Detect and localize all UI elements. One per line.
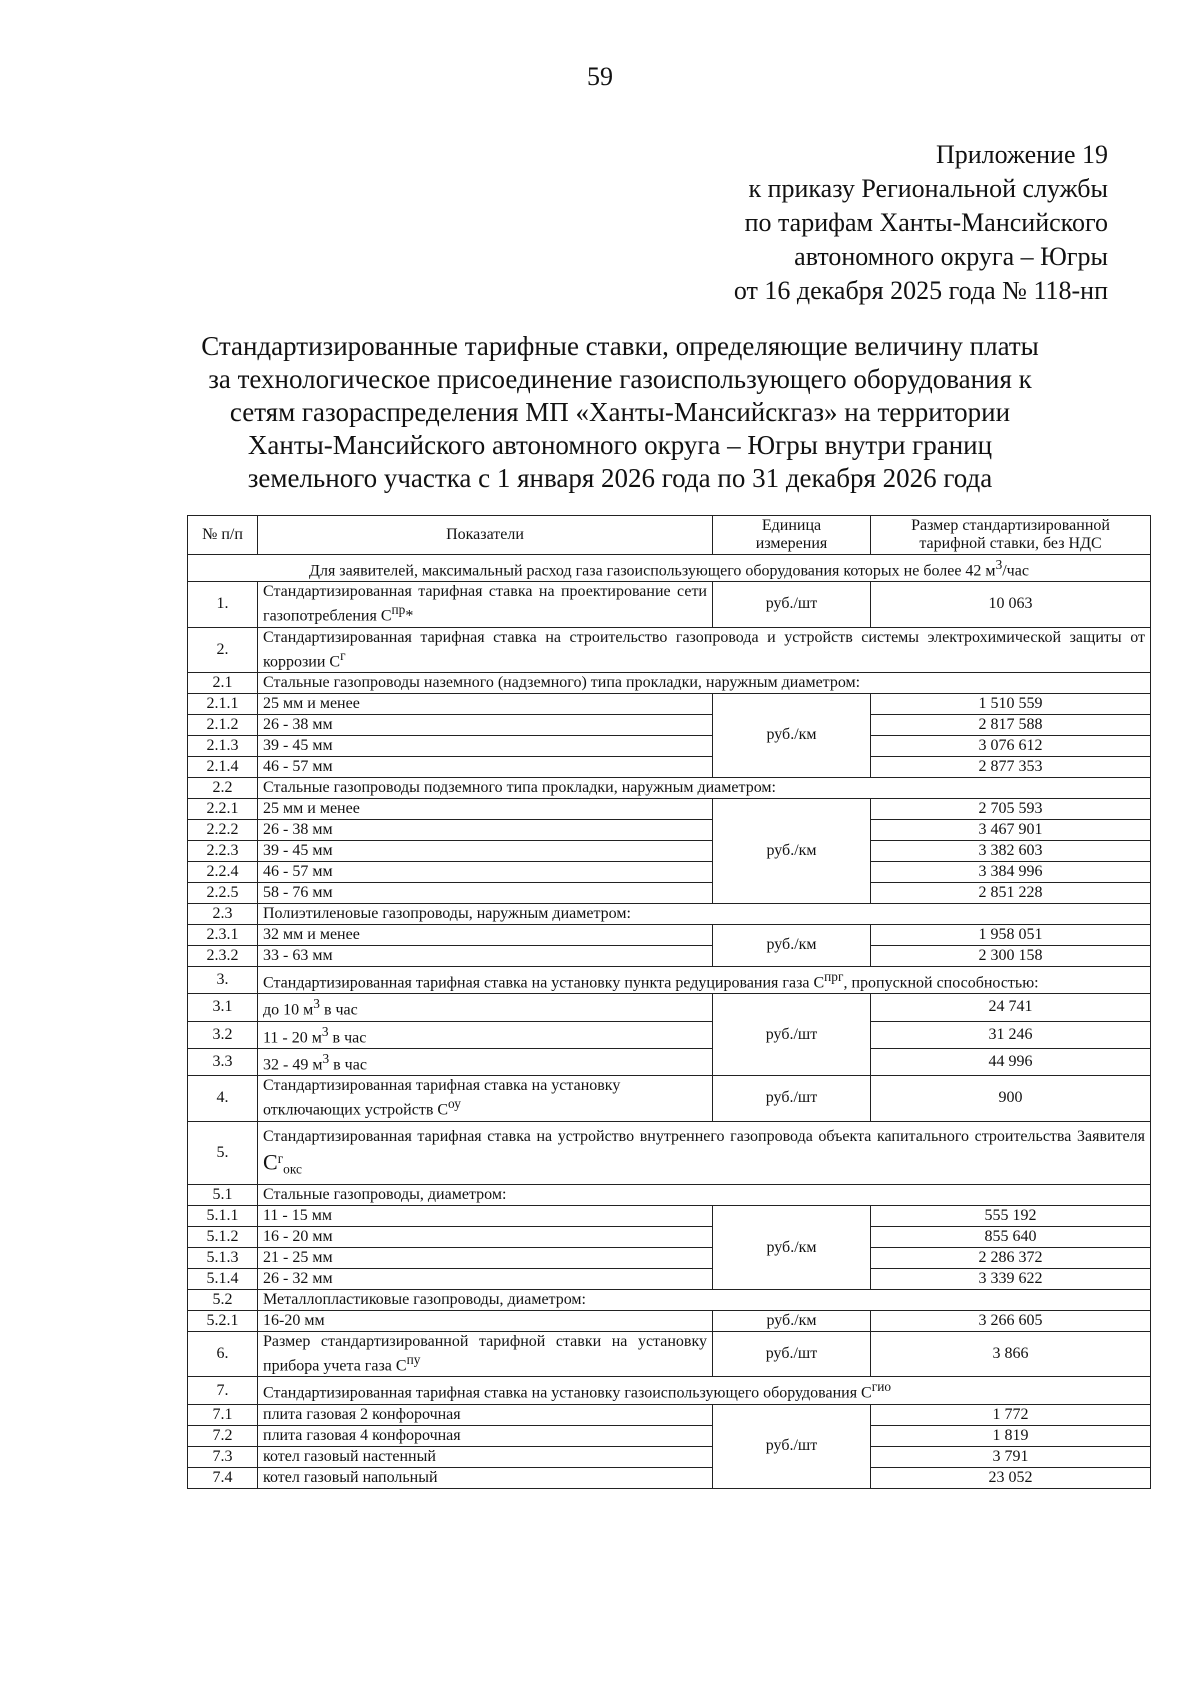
row-name-sup: г bbox=[340, 647, 346, 663]
row-name bbox=[258, 1332, 713, 1377]
table-row bbox=[188, 819, 1151, 840]
table-row bbox=[188, 924, 1151, 945]
row-num: 7.2 bbox=[188, 1425, 258, 1446]
row-name: плита газовая 2 конфорочная bbox=[258, 1404, 713, 1425]
row-name bbox=[258, 1377, 1151, 1404]
document-title bbox=[150, 330, 1090, 495]
row-name: 25 мм и менее bbox=[258, 798, 713, 819]
row-unit: руб./шт bbox=[713, 994, 871, 1076]
row-name-sup: 3 bbox=[313, 996, 320, 1012]
row-name-text: Стандартизированная тарифная ставка на установку газоиспользующего оборудования С bbox=[263, 1384, 872, 1402]
group-text: Для заявителей, максимальный расход газа газоиспользующего оборудования которых не более 42 м bbox=[309, 562, 996, 580]
row-name-text: Стандартизированная тарифная ставка на установку пункта редуцирования газа С bbox=[263, 974, 825, 992]
table-row bbox=[188, 1269, 1151, 1290]
title-line: земельного участка с 1 января 2026 года по 31 декабря 2026 года bbox=[247, 463, 993, 493]
table-row bbox=[188, 693, 1151, 714]
table-row bbox=[188, 1048, 1151, 1075]
group-tail: /час bbox=[1002, 562, 1029, 580]
row-name bbox=[258, 1076, 713, 1121]
row-name: котел газовый напольный bbox=[258, 1467, 713, 1488]
row-name: Стальные газопроводы наземного (надземного) типа прокладки, наружным диаметром: bbox=[258, 672, 1151, 693]
row-num: 7.3 bbox=[188, 1446, 258, 1467]
row-value: 3 467 901 bbox=[871, 819, 1151, 840]
row-value: 2 705 593 bbox=[871, 798, 1151, 819]
tariff-table bbox=[187, 515, 1151, 1489]
group-cell bbox=[188, 555, 1151, 582]
table-row bbox=[188, 903, 1151, 924]
row-name: 26 - 32 мм bbox=[258, 1269, 713, 1290]
row-name-text: 11 - 20 м bbox=[263, 1028, 322, 1046]
row-name: 46 - 57 мм bbox=[258, 861, 713, 882]
row-unit: руб./шт bbox=[713, 1076, 871, 1121]
table-row bbox=[188, 1332, 1151, 1377]
row-num: 2.3 bbox=[188, 903, 258, 924]
row-name: котел газовый настенный bbox=[258, 1446, 713, 1467]
table-row bbox=[188, 861, 1151, 882]
row-name-tail: , пропускной способностью: bbox=[843, 974, 1039, 992]
row-value: 3 266 605 bbox=[871, 1311, 1151, 1332]
formula-symbol: С bbox=[263, 1148, 278, 1174]
row-value: 2 300 158 bbox=[871, 945, 1151, 966]
row-num: 1. bbox=[188, 582, 258, 627]
row-name bbox=[258, 1121, 1151, 1185]
row-num: 5.2 bbox=[188, 1290, 258, 1311]
row-num: 2.1.2 bbox=[188, 714, 258, 735]
row-value: 3 339 622 bbox=[871, 1269, 1151, 1290]
row-name-tail: в час bbox=[329, 1056, 367, 1074]
row-name-text: Стандартизированная тарифная ставка на устройство внутреннего газопровода объекта капитального строительства Заявителя bbox=[263, 1127, 1145, 1145]
row-name-text: Стандартизированная тарифная ставка на установку отключающих устройств С bbox=[263, 1077, 621, 1119]
table-row bbox=[188, 882, 1151, 903]
row-num: 5.1 bbox=[188, 1185, 258, 1206]
row-value: 44 996 bbox=[871, 1048, 1151, 1075]
header-name: Показатели bbox=[258, 516, 713, 555]
row-value: 31 246 bbox=[871, 1021, 1151, 1048]
row-num: 2.2.3 bbox=[188, 840, 258, 861]
table-row bbox=[188, 1227, 1151, 1248]
row-name: 16 - 20 мм bbox=[258, 1227, 713, 1248]
row-value: 3 791 bbox=[871, 1446, 1151, 1467]
row-name: 21 - 25 мм bbox=[258, 1248, 713, 1269]
row-value: 24 741 bbox=[871, 994, 1151, 1021]
row-num: 4. bbox=[188, 1076, 258, 1121]
row-num: 2.1 bbox=[188, 672, 258, 693]
row-num: 2.1.1 bbox=[188, 693, 258, 714]
row-num: 2.2.4 bbox=[188, 861, 258, 882]
row-num: 5. bbox=[188, 1121, 258, 1185]
row-name-sup: прг bbox=[824, 968, 844, 984]
row-num: 2.2 bbox=[188, 777, 258, 798]
row-num: 6. bbox=[188, 1332, 258, 1377]
row-value: 1 958 051 bbox=[871, 924, 1151, 945]
row-name bbox=[258, 994, 713, 1021]
row-value: 1 772 bbox=[871, 1404, 1151, 1425]
title-line: Ханты-Мансийского автономного округа – Югры внутри границ bbox=[247, 430, 993, 460]
table-row bbox=[188, 735, 1151, 756]
appendix-line: Приложение 19 bbox=[935, 140, 1108, 169]
row-name: Металлопластиковые газопроводы, диаметром: bbox=[258, 1290, 1151, 1311]
row-unit: руб./км bbox=[713, 693, 871, 777]
table-row bbox=[188, 1404, 1151, 1425]
table-row bbox=[188, 672, 1151, 693]
table-row bbox=[188, 1206, 1151, 1227]
table-row bbox=[188, 582, 1151, 627]
row-name-sup: пр bbox=[391, 602, 406, 618]
row-name-tail: * bbox=[405, 607, 414, 625]
row-name-text: Размер стандартизированной тарифной ставки на установку прибора учета газа С bbox=[263, 1333, 707, 1375]
row-value: 2 877 353 bbox=[871, 756, 1151, 777]
row-name-text: Стандартизированная тарифная ставка на проектирование сети газопотребления С bbox=[263, 583, 707, 625]
table-row bbox=[188, 627, 1151, 672]
row-num: 2.2.5 bbox=[188, 882, 258, 903]
row-value: 2 817 588 bbox=[871, 714, 1151, 735]
row-num: 3.3 bbox=[188, 1048, 258, 1075]
appendix-line: автономного округа – Югры bbox=[794, 242, 1108, 271]
title-line: Стандартизированные тарифные ставки, определяющие величину платы bbox=[201, 331, 1039, 361]
row-value: 900 bbox=[871, 1076, 1151, 1121]
row-name: 58 - 76 мм bbox=[258, 882, 713, 903]
row-value: 10 063 bbox=[871, 582, 1151, 627]
table-row bbox=[188, 714, 1151, 735]
table-row bbox=[188, 1290, 1151, 1311]
table-row bbox=[188, 1446, 1151, 1467]
header-unit bbox=[713, 516, 871, 555]
row-name-tail: в час bbox=[319, 1001, 358, 1019]
row-name bbox=[258, 1048, 713, 1075]
row-num: 3.2 bbox=[188, 1021, 258, 1048]
row-name: Стальные газопроводы, диаметром: bbox=[258, 1185, 1151, 1206]
row-num: 2.3.2 bbox=[188, 945, 258, 966]
row-num: 5.1.3 bbox=[188, 1248, 258, 1269]
row-value: 3 076 612 bbox=[871, 735, 1151, 756]
row-num: 5.1.4 bbox=[188, 1269, 258, 1290]
row-name: 39 - 45 мм bbox=[258, 840, 713, 861]
row-num: 5.1.2 bbox=[188, 1227, 258, 1248]
row-value: 555 192 bbox=[871, 1206, 1151, 1227]
row-num: 5.2.1 bbox=[188, 1311, 258, 1332]
row-name-text: Стандартизированная тарифная ставка на строительство газопровода и устройств системы электрохимической защиты от коррозии С bbox=[263, 628, 1145, 670]
group-sup: 3 bbox=[995, 557, 1003, 572]
row-name: Полиэтиленовые газопроводы, наружным диаметром: bbox=[258, 903, 1151, 924]
row-value: 855 640 bbox=[871, 1227, 1151, 1248]
row-name-sup: оу bbox=[448, 1096, 461, 1112]
row-unit: руб./км bbox=[713, 1206, 871, 1290]
row-name: 39 - 45 мм bbox=[258, 735, 713, 756]
row-num: 7.1 bbox=[188, 1404, 258, 1425]
row-name-sub: окс bbox=[283, 1161, 302, 1177]
row-num: 5.1.1 bbox=[188, 1206, 258, 1227]
table-row bbox=[188, 945, 1151, 966]
table-row bbox=[188, 1425, 1151, 1446]
row-name-sup: г bbox=[277, 1150, 284, 1166]
row-value: 1 510 559 bbox=[871, 693, 1151, 714]
row-name bbox=[258, 582, 713, 627]
row-value: 2 851 228 bbox=[871, 882, 1151, 903]
table-row bbox=[188, 840, 1151, 861]
row-name-sup: гио bbox=[871, 1379, 891, 1395]
table-row bbox=[188, 1467, 1151, 1488]
row-unit: руб./км bbox=[713, 924, 871, 966]
table-row bbox=[188, 994, 1151, 1021]
row-name: 33 - 63 мм bbox=[258, 945, 713, 966]
table-row bbox=[188, 1248, 1151, 1269]
header-value bbox=[871, 516, 1151, 555]
table-row bbox=[188, 1076, 1151, 1121]
row-name: 25 мм и менее bbox=[258, 693, 713, 714]
row-name bbox=[258, 627, 1151, 672]
row-num: 2. bbox=[188, 627, 258, 672]
row-unit: руб./шт bbox=[713, 582, 871, 627]
row-num: 2.1.3 bbox=[188, 735, 258, 756]
header-num: № п/п bbox=[188, 516, 258, 555]
appendix-header bbox=[734, 138, 1108, 308]
row-name-text: до 10 м bbox=[263, 1001, 314, 1019]
row-num: 2.1.4 bbox=[188, 756, 258, 777]
header-unit-line: измерения bbox=[755, 535, 828, 552]
row-name: плита газовая 4 конфорочная bbox=[258, 1425, 713, 1446]
appendix-line: к приказу Региональной службы bbox=[748, 174, 1108, 203]
row-num: 7. bbox=[188, 1377, 258, 1404]
row-name bbox=[258, 1021, 713, 1048]
row-name: 46 - 57 мм bbox=[258, 756, 713, 777]
row-name: 26 - 38 мм bbox=[258, 819, 713, 840]
row-value: 1 819 bbox=[871, 1425, 1151, 1446]
appendix-line: от 16 декабря 2025 года № 118-нп bbox=[733, 276, 1108, 305]
title-line: за технологическое присоединение газоиспользующего оборудования к bbox=[208, 364, 1032, 394]
row-name-tail: в час bbox=[328, 1028, 367, 1046]
row-name: 11 - 15 мм bbox=[258, 1206, 713, 1227]
row-name: 26 - 38 мм bbox=[258, 714, 713, 735]
table-row bbox=[188, 1021, 1151, 1048]
row-unit: руб./км bbox=[713, 1311, 871, 1332]
row-name: 32 мм и менее bbox=[258, 924, 713, 945]
table-row bbox=[188, 1311, 1151, 1332]
row-unit: руб./шт bbox=[713, 1404, 871, 1488]
row-num: 2.3.1 bbox=[188, 924, 258, 945]
row-value: 2 286 372 bbox=[871, 1248, 1151, 1269]
table-header-row bbox=[188, 516, 1151, 555]
page-number: 59 bbox=[587, 62, 613, 91]
table-row bbox=[188, 756, 1151, 777]
row-name: 16-20 мм bbox=[258, 1311, 713, 1332]
group-row bbox=[188, 555, 1151, 582]
row-value: 3 384 996 bbox=[871, 861, 1151, 882]
row-value: 23 052 bbox=[871, 1467, 1151, 1488]
row-name bbox=[258, 966, 1151, 993]
table-row bbox=[188, 1377, 1151, 1404]
table-row bbox=[188, 777, 1151, 798]
table-row bbox=[188, 1121, 1151, 1185]
header-value-line: Размер стандартизированной bbox=[911, 517, 1110, 534]
row-num: 2.2.1 bbox=[188, 798, 258, 819]
row-num: 2.2.2 bbox=[188, 819, 258, 840]
row-value: 3 866 bbox=[871, 1332, 1151, 1377]
table-row bbox=[188, 966, 1151, 993]
appendix-line: по тарифам Ханты-Мансийского bbox=[744, 208, 1108, 237]
row-unit: руб./шт bbox=[713, 1332, 871, 1377]
row-name-text: 32 - 49 м bbox=[263, 1056, 323, 1074]
row-unit: руб./км bbox=[713, 798, 871, 903]
title-line: сетям газораспределения МП «Ханты-Мансийскгаз» на территории bbox=[229, 397, 1011, 427]
row-value: 3 382 603 bbox=[871, 840, 1151, 861]
header-value-line: тарифной ставки, без НДС bbox=[919, 535, 1102, 552]
row-name-sup: 3 bbox=[322, 1050, 330, 1066]
header-unit-line: Единица bbox=[761, 517, 822, 534]
row-name-sup: пу bbox=[406, 1352, 421, 1368]
table-row bbox=[188, 1185, 1151, 1206]
table-row bbox=[188, 798, 1151, 819]
row-num: 7.4 bbox=[188, 1467, 258, 1488]
row-num: 3. bbox=[188, 966, 258, 993]
row-name-sup: 3 bbox=[321, 1023, 329, 1039]
row-num: 3.1 bbox=[188, 994, 258, 1021]
row-name: Стальные газопроводы подземного типа прокладки, наружным диаметром: bbox=[258, 777, 1151, 798]
